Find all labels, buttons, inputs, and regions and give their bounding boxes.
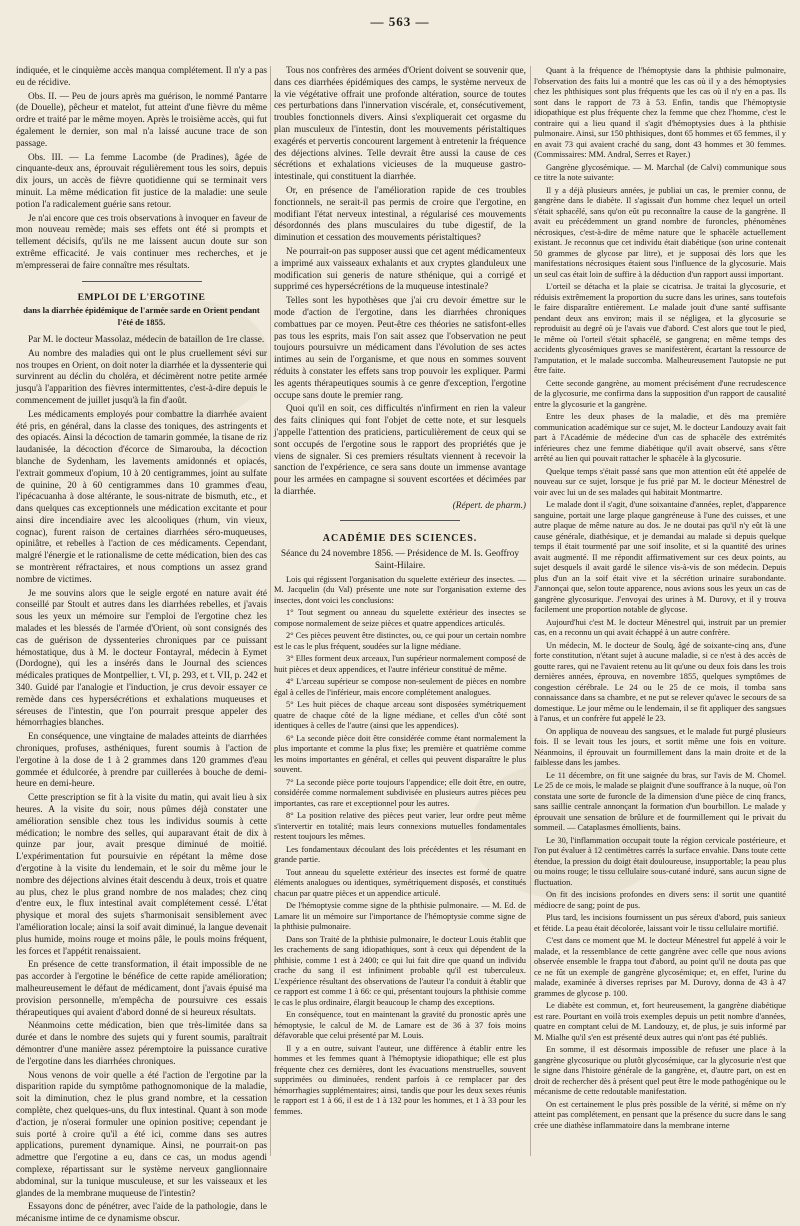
paragraph: On est certainement le plus près possible de la vérité, si même on n'y atteint pas complétement, en pensant que la présence du sucre dans le sang crée une diathèse inflammatoire dans la membrane interne [534,1099,786,1130]
paragraph: 2° Ces pièces peuvent être distinctes, ou, ce qui pour un certain nombre est le cas le plus fréquent, soudées sur la ligne médiane. [274,631,526,651]
paragraph: Néanmoins cette médication, bien que très-limitée dans sa durée et dans le nombre des sujets qui y furent soumis, paraîtrait démontrer d'une manière assez péremptoire la puissance curative de l'ergotine dans les diarrhées chroniques. [16,1021,267,1067]
paragraph: On appliqua de nouveau des sangsues, et le malade fut purgé plusieurs fois. Il se levait tous les jours, et sortit même une fois en voiture. Néanmoins, il éprouvait un fourmillement dans la main droite et de la faiblesse dans les jambes. [534,726,786,767]
paragraph: Obs. II. — Peu de jours après ma guérison, le nommé Pantarre (de Douelle), pêcheur et matelot, fut atteint d'une fièvre du même ordre et traité par le même moyen. Après le troisième accès, qui fut également le dernier, son mal n'a laissé aucune trace de son passage. [16,91,267,149]
paragraph: Lois qui régissent l'organisation du squelette extérieur des insectes. — M. Jacquelin (du Val) présente une note sur l'organisation externe des insectes, dont voici les conclusions: [274,574,526,605]
paragraph: Je me souvins alors que le seigle ergoté en nature avait été conseillé par Stoult et autres dans les diarrhées rebelles, et j'avais sous les yeux un mémoire sur l'emploi de l'ergotine chez les malades et les blessés de l'armée d'Orient, où sont consignés des cas de guérison de dyssenteries chroniques par ce puissant hémostatique, dus à M. le docteur Fontayral, médecin à Eymet (Dordogne), qui les a insérés dans le Journal des sciences médicales pratiques de Montpellier, t. VI, p. 293, et t. VII, p. 242 et 340. Guidé par l'analogie et l'induction, je crus devoir essayer ce remède dans ces hypersécrétions et exhalations muqueuses et séreuses de l'intestin, que l'on pourrait presque appeler des hémorrhagies blanches. [16,588,267,729]
paragraph: Cette seconde gangrène, au moment précisément d'une recrudescence de la glycosurie, me confirma dans la supposition d'un rapport de causalité entre la glycosurie et la gangrène. [534,378,786,409]
paragraph: En somme, il est désormais impossible de refuser une place à la gangrène glycosurique ou plutôt glycosémique, car la glycosurie n'est que le signe dans l'histoire générale de la gangrène, et, d'autre part, on est en droit de rechercher dès à présent quel peut être le mode pathogénique ou le mécanisme de cette redoutable manifestation. [534,1045,786,1096]
paragraph: 3° Elles forment deux arceaux, l'un supérieur normalement composé de huit pièces et deux appendices, et l'autre inférieur constitué de même. [274,654,526,674]
divider [82,281,202,282]
paragraph: indiquée, et le cinquième accès manqua complétement. Il n'y a pas eu de récidive. [16,66,267,88]
paragraph: Cette prescription se fit à la visite du matin, qui avait lieu à six heures. A la visite du soir, nous pûmes déjà constater une amélioration sensible chez tous les individus soumis à cette médication; le nombre des selles, qui auparavant était de dix à quinze par jour, avait presque diminué de moitié. L'expérimentation fut poursuivie en répétant la même dose d'ergotine à la visite du lendemain, et le soir du même jour le nombre des déjections alvines était descendu à deux, trois et quatre au plus, chez le plus grand nombre de nos malades; chez cinq d'entre eux, le flux intestinal avait complétement cessé. L'état physique et moral des sujets s'harmonisait sensiblement avec l'amélioration locale; ainsi la soif avait diminué, la langue devenait plus humide, moins rouge et moins pâle, le pouls moins fréquent, les forces et l'appétit renaissaient. [16,793,267,957]
column-rule [530,66,531,1156]
paragraph: Quoi qu'il en soit, ces difficultés n'infirment en rien la valeur des faits cliniques qui font l'objet de cette note, et sur lesquels j'appelle l'attention des praticiens, particulièrement de ceux qui se sont occupés de l'ergotine sous le rapport des propriétés que je viens de signaler. Si ces premiers résultats viennent à recevoir la sanction de l'expérience, ce sera sans doute un immense avantage pour les armées en campagne si souvent escortées et décimées par la diarrhée. [274,404,526,497]
paragraph: Gangrène glycosémique. — M. Marchal (de Calvi) communique sous ce titre la note suivante: [534,162,786,182]
paragraph: Tous nos confrères des armées d'Orient doivent se souvenir que, dans ces diarrhées épidémiques des camps, le système nerveux de la vie végétative offrait une profonde altération, source de toutes ces perturbations dans l'innervation viscérale, et, consécutivement, troubles fonctionnels divers. Ainsi s'expliquerait cet orgasme du plan musculeux de l'intestin, dont les mouvements péristaltiques exagérés et pervertis concourent largement à entretenir la fréquence des déjections alvines. Telle devrait être aussi la cause de ces sécrétions et exhalations vicieuses de la muqueuse gastro-intestinale, qui constituent la diarrhée. [274,66,526,183]
article-title: EMPLOI DE L'ERGOTINE [77,291,206,303]
section-title: ACADÉMIE DES SCIENCES. [322,533,478,545]
paragraph: Quelque temps s'était passé sans que mon attention eût été appelée de nouveau sur ce sujet, lorsque je fus prié par M. le docteur Ménestrel de voir avec lui un de ses malades qui habitait Montmartre. [534,466,786,497]
paragraph: Un médecin, M. le docteur de Soulq, âgé de soixante-cinq ans, d'une forte constitution, n'étant sujet à aucune maladie, si ce n'est à des accès de goutte rares, qui ne l'avaient retenu au lit qu'une ou deux fois dans les trois dernières années, éprouva, en novembre 1855, quelques symptômes de congestion cérébrale. Le 24 ou le 25 de ce mois, il tomba sans connaissance dans sa chambre, et ne put se relever qu'avec le secours de sa domestique. Le jour même ou le lendemain, il se fit appliquer des sangsues à l'anus, et un confrère fut appelé le 23. [534,640,786,723]
paragraph: 7° La seconde pièce porte toujours l'appendice; elle doit être, en outre, considérée comme normalement subdivisée en plusieurs autres pièces peu importantes, cas rare et exceptionnel pour les autres. [274,777,526,808]
paragraph: Le 30, l'inflammation occupait toute la région cervicale postérieure, et l'on put évaluer à 12 centimètres carrés la surface envahie. Dans toute cette étendue, la pression du doigt était douloureuse, insupportable; la peau plus ou moins rouge; le tissu cellulaire sous-cutané induré, sans aucun signe de fluctuation. [534,835,786,887]
paragraph: C'est dans ce moment que M. le docteur Ménestrel fut appelé à voir le malade, et la ressemblance de cette gangrène avec celle que nous avions observée ensemble le frappa tout d'abord, au point qu'il ne douta pas que ce ne fût un exemple de gangrène glycosémique; et, en effet, l'urine du malade, examinée à diverses reprises par M. Durovy, donna de 43 à 47 grammes de glycose p. 100. [534,936,786,998]
paragraph: Aujourd'hui c'est M. le docteur Ménestrel qui, instruit par un premier cas, en a reconnu un qui avait échappé à un autre confrère. [534,617,786,637]
paragraph: Entre les deux phases de la maladie, et dès ma première communication académique sur ce sujet, M. le docteur Landouzy avait fait part à l'Académie de médecine d'un cas de sphacèle des extrémités inférieures chez une femme diabétique qu'il avait observé, sans s'être arrêté au lien qui pouvait rattacher le sphacèle à la glycosurie. [534,412,786,463]
paragraph: 1° Tout segment ou anneau du squelette extérieur des insectes se compose normalement de seize pièces et quatre appendices articulés. [274,608,526,628]
paragraph: 5° Les huit pièces de chaque arceau sont disposées symétriquement quatre de chaque côté de la ligne médiane, et celles d'un côté sont identiques à celles de l'autre (ainsi que les appendices). [274,700,526,731]
paragraph: Les médicaments employés pour combattre la diarrhée avaient été pris, en général, dans la classe des toniques, des astringents et des opiacés. Ainsi la décoction de tamarin gommée, la tisane de riz laudanisée, la décoction d'écorce de Simarouba, la décoction blanche de Sydenham, les lavements amidonnés et opiacés, l'extrait gommeux d'opium, 10 à 20 centigrammes, joint au sulfate de quinine, 20 à 60 centigrammes dans 10 grammes d'eau, l'ipécacuanha à dose altérante, le sous-nitrate de bismuth, etc., et dans quelques cas exceptionnels une médication excitante et pour ainsi dire incendiaire avec les alcooliques (rhum, vin vieux, cognac), furent raison de certaines diarrhées séro-muqueuses, opiniâtre, et rebelles à l'action de ces médicaments. Cependant, malgré l'énergie et le rationalisme de cette médication, bien des cas se montrèrent réfractaires, et nous comptions un assez grand nombre de victimes. [16,409,267,585]
session-line: Séance du 24 novembre 1856. — Présidence de M. Is. Geoffroy Saint-Hilaire. [280,549,520,572]
paragraph: De l'hémoptysie comme signe de la phthisie pulmonaire. — M. Ed. de Lamare lit un mémoire sur l'importance de l'hémoptysie comme signe de la phthisie pulmonaire. [274,901,526,932]
source-reference: (Répert. de pharm.) [452,500,526,511]
column-2 [274,66,526,1156]
paragraph: En conséquence, une vingtaine de malades atteints de diarrhées chroniques, profuses, asthéniques, furent soumis à l'action de l'ergotine à la dose de 1 à 2 grammes dans 120 grammes d'eau gommée et édulcorée, à prendre par cuillerées à bouche de demi-heure en demi-heure. [16,732,267,790]
paragraph: Or, en présence de l'amélioration rapide de ces troubles fonctionnels, ne serait-il pas permis de croire que l'ergotine, en modifiant l'état nerveux intestinal, a régularisé ces mouvements désordonnés des plans musculaires du tube digestif, de la diminution et cessation des mouvements péristaltiques? [274,185,526,244]
paragraph: 6° La seconde pièce doit être considérée comme étant normalement la plus importante et comme la plus fixe; les première et quatrième comme les moins importantes en général, et celles qui peuvent disparaître le plus souvent. [274,733,526,775]
paragraph: Le malade dont il s'agit, d'une soixantaine d'années, replet, d'apparence sanguine, portait une large plaque gangréneuse à l'une des cuisses, et une autre plaque de même nature au dos. Je ne doutai pas qu'il n'y eût là une cause générale, diathésique, et je demandai au malade si depuis quelque temps il était tourmenté par une soif insolite, et si la quantité des urines avait augmenté. Il me répondit affirmativement sur ces deux points, au sujet desquels il avait gardé le silence vis-à-vis de son médecin. Depuis plus d'un an la soif était vive et la sécrétion urinaire surabondante. J'annonçai que, selon toute apparence, nous avions sous les yeux un cas de gangrène glycosurique. J'envoyai des urines à M. Durovy, et il y trouva facilement une proportion notable de glycose. [534,500,786,614]
paragraph: 8° La position relative des pièces peut varier, leur ordre peut même s'intervertir en totalité; mais leurs connexions mutuelles fondamentales restent toujours les mêmes. [274,811,526,842]
paragraph: On fit des incisions profondes en divers sens: il sortit une quantité médiocre de sang; point de pus. [534,890,786,910]
paragraph: En présence de cette transformation, il était impossible de ne pas accorder à l'ergotine le bénéfice de cette rapide amélioration; malheureusement le défaut de médicament, dont j'avais épuisé ma provision personnelle, m'empêcha de poursuivre ces essais thérapeutiques qui avaient d'abord donné de si heureux résultats. [16,960,267,1018]
paragraph: L'orteil se détacha et la plaie se cicatrisa. Je traitai la glycosurie, et réduisis extrêmement la proportion du sucre dans les urines, sans toutefois le faire disparaître entièrement. Le malade jouit d'une santé suffisante pendant deux ans environ; mais il se négligea, et la glycosurie se reproduisit au degré où je l'avais vue d'abord. C'est alors que tout le pied, le même où l'orteil s'était sphacélé, se gangrena; en même temps des accidents glycosémiques graves se manifestèrent, écartant la ressource de l'amputation, et le malade succomba. Malheureusement l'autopsie ne put être faite. [534,282,786,375]
article-author: Par M. le docteur Massolaz, médecin de bataillon de 1re classe. [28,334,265,345]
paragraph: En conséquence, tout en maintenant la gravité du pronostic après une hémoptysie, le calcul de M. de Lamare est de 36 à 37 fois moins défavorable que celui présenté par M. Louis. [274,1010,526,1041]
page-number: — 563 — [370,14,430,29]
paragraph: Nous venons de voir quelle a été l'action de l'ergotine par la disparition rapide du symptôme pathognomonique de la maladie, soit la diminution, chez le plus grand nombre, et la cessation complète, chez quelques-uns, du flux intestinal. Quant à son mode d'action, je n'oserai formuler une opinion positive; cependant je suis porté à croire qu'il a été ici, comme dans ses autres applications, purement dynamique. Ainsi, ne pourrait-on pas admettre que l'ergotine a eu, dans ce cas, un modus agendi complexe, répartissant sur le système nerveux ganglionnaire abdominal, sur la tunique musculeuse, et sur les vaisseaux et les glandes de la membrane muqueuse de l'intestin? [16,1070,267,1199]
paragraph: Les fondamentaux découlant des lois précédentes et les résumant en grande partie. [274,844,526,865]
divider [340,520,460,521]
paragraph: Il y a en outre, suivant l'auteur, une différence à établir entre les hommes et les femmes quant à l'hémoptysie idiopathique; elle est plus fréquente chez ces dernières, dont les évacuations menstruelles, souvent supprimées ou diminuées, rendent parfois à ce remplacer par des hémorrhagies supplémentaires; ainsi, tandis que pour les deux sexes réunis le rapport est 1 à 66, il est de 1 à 132 pour les hommes, et 1 à 33 pour les femmes. [274,1043,526,1116]
column-1 [16,66,267,1225]
paragraph: Je n'ai encore que ces trois observations à invoquer en faveur de mon nouveau remède; mais ses effets ont été si prompts et tellement décisifs, qu'ils ne me laissent aucun doute sur son extrême efficacité. Je vais continuer mes recherches, et je m'empresserai de faire connaître mes résultats. [16,213,267,271]
paragraph: Le diabète est commun, et, fort heureusement, la gangrène diabétique est rare. Pourtant en voilà trois exemples depuis un petit nombre d'années, quatre en comptant celui de M. Landouzy, et, de plus, je suis informé par M. Mialhe qu'il s'en est présenté deux autres qui n'ont pas été publiés. [534,1001,786,1042]
paragraph: Essayons donc de pénétrer, avec l'aide de la pathologie, dans le mécanisme intime de ce dynamisme obscur. [16,1202,267,1225]
paragraph: Au nombre des maladies qui ont le plus cruellement sévi sur nos troupes en Orient, on doit noter la diarrhée et la dyssenterie qui survinrent au déclin du choléra, et décimèrent notre petite armée jusqu'à l'apparition des fièvres intermittentes, c'est-à-dire depuis le commencement de juillet jusqu'à la fin d'août. [16,348,267,406]
column-3 [534,66,786,1156]
paragraph: Ne pourrait-on pas supposer aussi que cet agent médicamenteux a imprimé aux vaisseaux exhalants et aux cryptes glanduleux une modification sui generis de nature sthénique, qui a corrigé et supprimé ces hypersécrétions de la muqueuse intestinale? [274,246,526,293]
paragraph: Le 11 décembre, on fit une saignée du bras, sur l'avis de M. Chomel. Le 25 de ce mois, le malade se plaignit d'une souffrance à la nuque, où l'on constata une sorte de furoncle de la dimension d'une pièce de cinq francs, sans saillie centrale annonçant la formation d'un bourbillon. Le malade y éprouvait une sensation de brûlure et de fourmillement qui le privait du sommeil. — Cataplasmes émollients, bains. [534,770,786,832]
paragraph: Quant à la fréquence de l'hémoptysie dans la phthisie pulmonaire, l'observation des faits lui a montré que les cas où il y a des hémoptysies chez les phthisiques sont plus fréquents que les cas où il n'y en a pas. Ils sont dans le rapport de 73 à 53. Enfin, tandis que l'hémoptysie idiopathique est plus fréquente chez la femme que chez l'homme, c'est le contraire qui a lieu quand il s'agit d'hémoptysies dues à la phthisie pulmonaire. Ainsi, sur 150 phthisiques, dont 65 hommes et 65 femmes, il y en avait 73 qui avaient craché du sang, dont 43 hommes et 30 femmes. (Commissaires: MM. Andral, Serres et Rayer.) [534,66,786,159]
paragraph: Plus tard, les incisions fournissent un pus séreux d'abord, puis sanieux et fétide. La peau était décolorée, laissant voir le tissu cellulaire mortifié. [534,913,786,933]
column-rule [270,66,271,1156]
paragraph: Obs. III. — La femme Lacombe (de Pradines), âgée de cinquante-deux ans, éprouvait régulièrement tous les soirs, depuis dix jours, un accès de fièvre quotidienne qui se terminait vers minuit. La même médication fit justice de la maladie: une seule potion l'a radicalement guérie sans retour. [16,152,267,210]
paragraph: Dans son Traité de la phthisie pulmonaire, le docteur Louis établit que les crachements de sang idiopathiques, sont à ceux qui dépendent de la phthisie, comme 1 est à 2400; ce qui lui fait dire que quand un individu crache du sang il est infiniment probable qu'il est tuberculeux. L'expérience résultant des observations de l'auteur l'a conduit à établir que ce rapport est comme 1 à 66: ce qui, présentant toujours la phthisie comme le cas le plus ordinaire, élargit beaucoup le champ des exceptions. [274,934,526,1007]
paragraph: Tout anneau du squelette extérieur des insectes est formé de quatre éléments analogues ou identiques, symétriquement disposés, et constitués chacun par quatre pièces et un appendice articulé. [274,867,526,898]
article-subtitle: dans la diarrhée épidémique de l'armée sarde en Orient pendant l'été de 1855. [23,305,260,328]
paragraph: 4° L'arceau supérieur se compose non-seulement de pièces en nombre égal à celles de l'inférieur, mais encore complétement analogues. [274,677,526,697]
paragraph: Il y a déjà plusieurs années, je publiai un cas, le premier connu, de gangrène dans le diabète. Il s'agissait d'un homme chez lequel un orteil s'était sphacélé, sans qu'on eût pu reconnaître la cause de la gangrène. Il avait eu précédemment un grand nombre de furoncles, phénomènes nécrosiques, c'est-à-dire de même nature que le sphacèle actuellement existant. Je reconnus que cet individu était diabétique (son urine contenait 50 grammes de glycose par litre), et je supposai dès lors que les manifestations nécrosiques étaient sous l'influence de la glycosurie. Mais un seul cas était loin de suffire à la déduction d'un rapport aussi important. [534,185,786,279]
paragraph: Telles sont les hypothèses que j'ai cru devoir émettre sur le mode d'action de l'ergotine, dans les diarrhées chroniques combattues par ce moyen. Peut-être ces théories ne satisfont-elles pas tous les esprits, mais l'on sait assez que l'observation ne peut toujours poursuivre un médicament dans l'évolution de ses actes intimes au sein de l'organisme, et que nous en sommes souvent réduits à constater les effets sans trop pouvoir les expliquer. Parmi les agents thérapeutiques soumis à ce genre d'exception, l'ergotine occupe sans doute le premier rang. [274,296,526,401]
